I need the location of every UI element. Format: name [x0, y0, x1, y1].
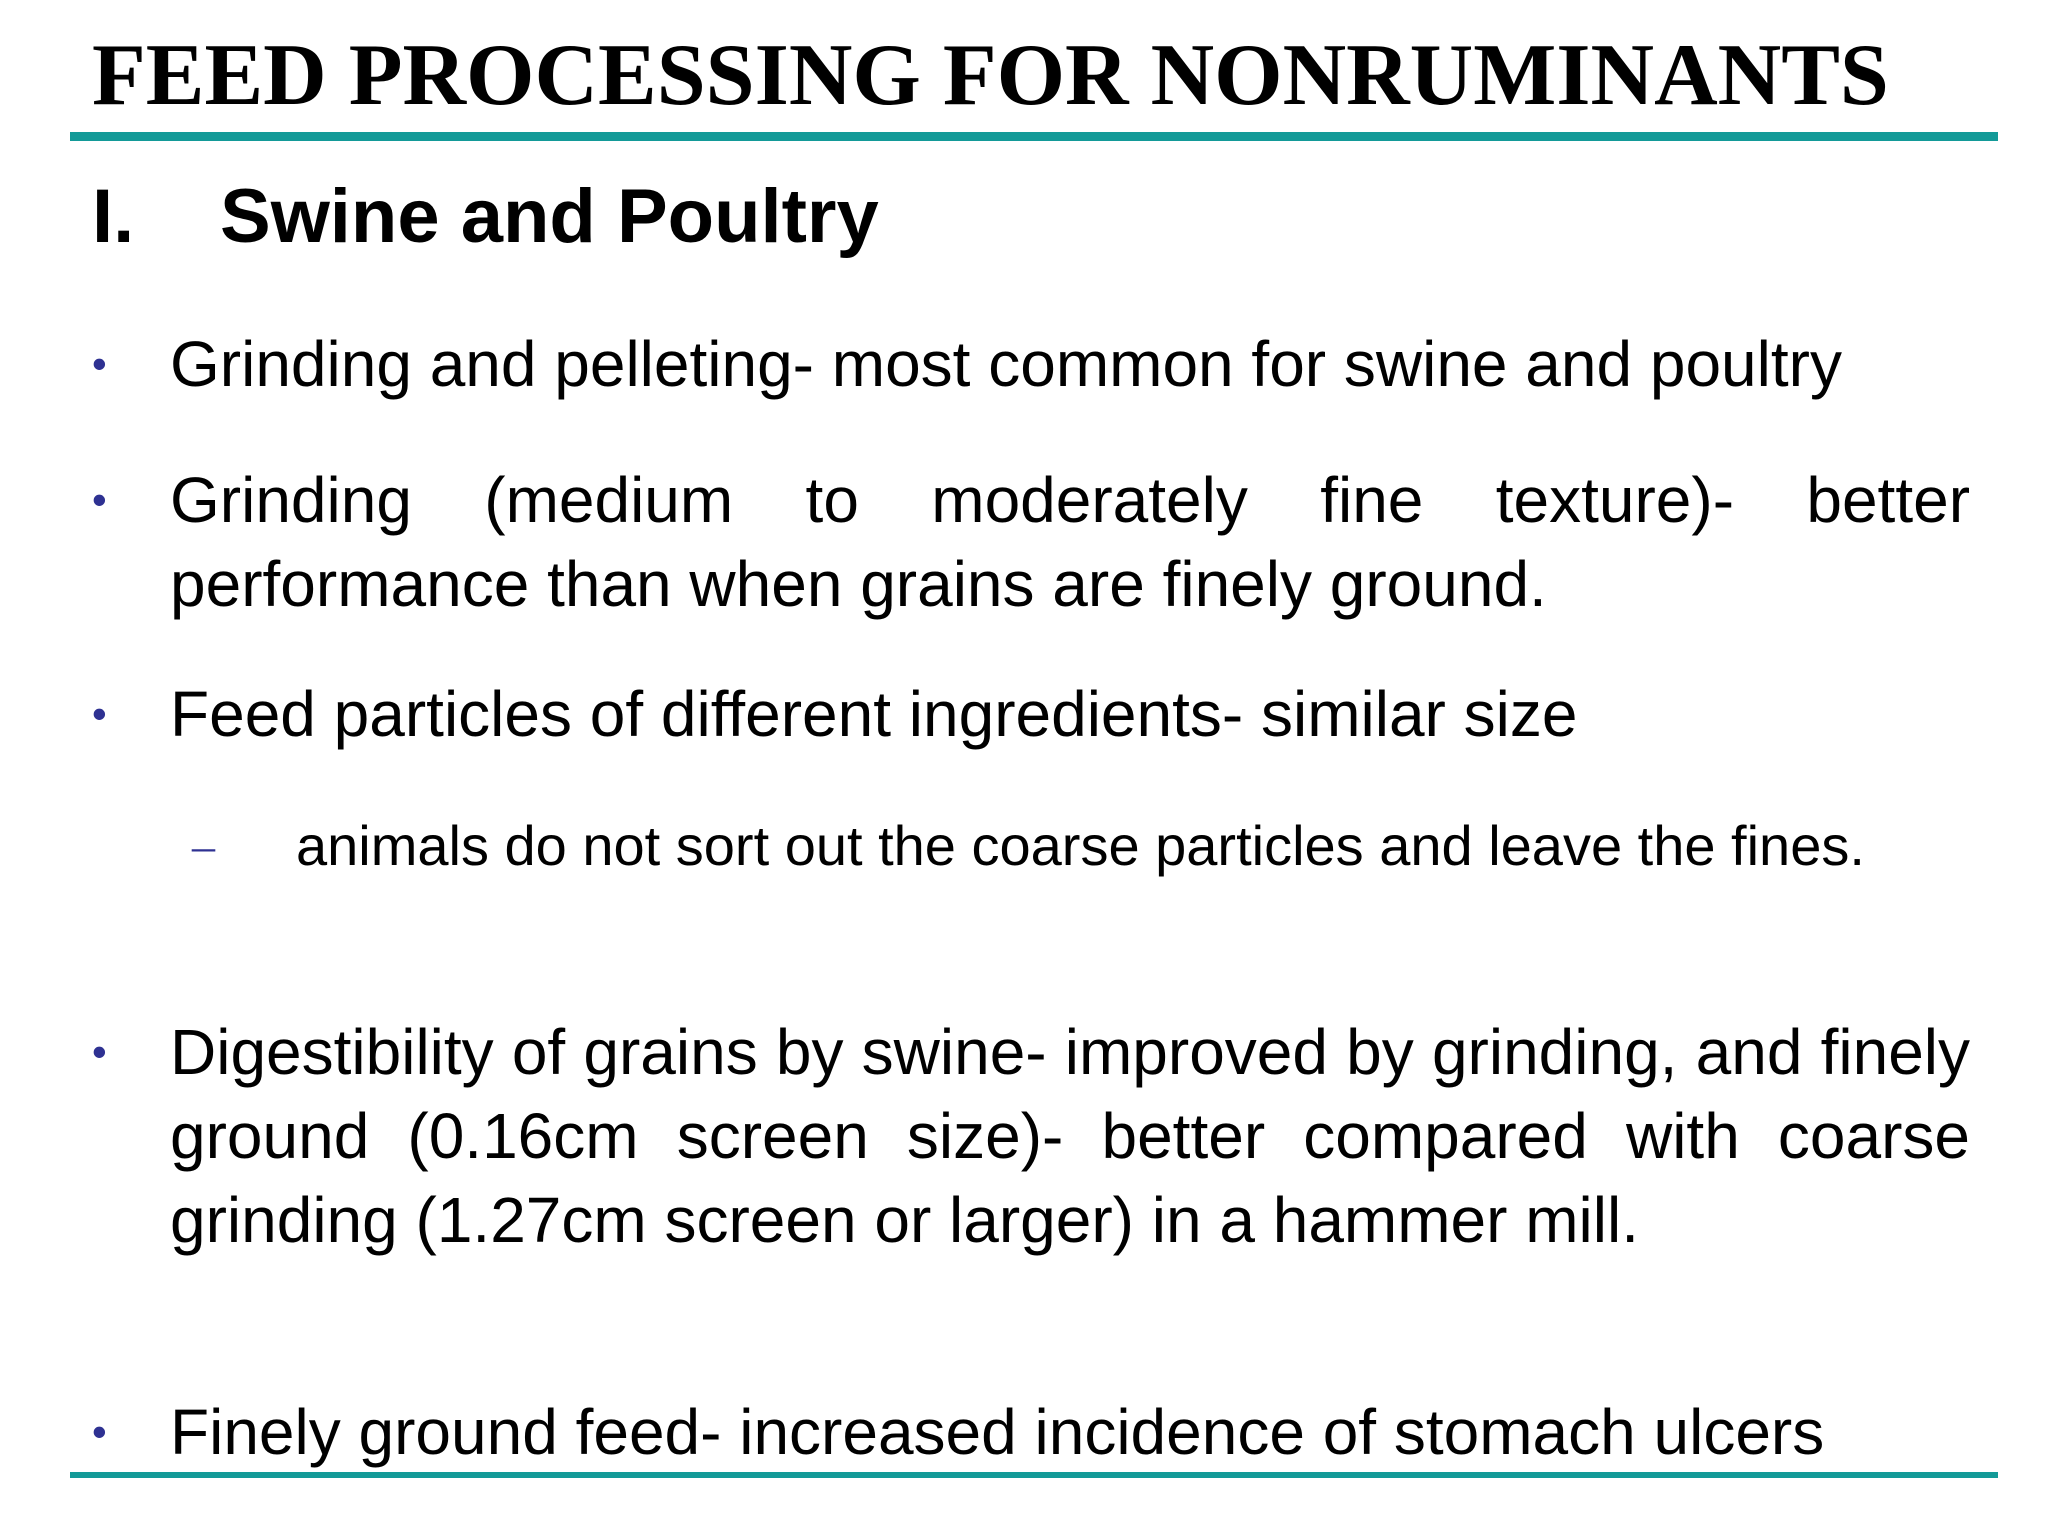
footer-divider — [70, 1472, 1998, 1478]
section-number: I. — [92, 174, 135, 259]
section-title: Swine and Poultry — [220, 174, 879, 259]
bullet-marker: • — [92, 690, 107, 737]
sub-bullet-marker: – — [192, 820, 215, 871]
section-heading — [92, 172, 879, 262]
slide-title: FEED PROCESSING FOR NONRUMINANTS — [92, 27, 1889, 124]
bullet-text: Digestibility of grains by swine- improved by grinding, and finely ground (0.16cm screen size)- better compared with coarse grinding (1.27cm screen or larger) in a hammer mill. — [170, 1016, 1970, 1256]
bullet-text: Feed particles of different ingredients- similar size — [170, 678, 1578, 750]
bullet-marker: • — [92, 476, 107, 523]
bullet-marker: • — [92, 1028, 107, 1075]
title-divider — [70, 132, 1998, 141]
bullet-text: Finely ground feed- increased incidence of stomach ulcers — [170, 1396, 1825, 1468]
bullet-text: Grinding and pelleting- most common for swine and poultry — [170, 328, 1842, 400]
bullet-marker: • — [92, 340, 107, 387]
bullet-text: Grinding (medium to moderately fine texture)- better performance than when grains are finely ground. — [170, 464, 1970, 620]
bullet-marker: • — [92, 1408, 107, 1455]
sub-bullet-text: animals do not sort out the coarse particles and leave the fines. — [296, 814, 1865, 877]
